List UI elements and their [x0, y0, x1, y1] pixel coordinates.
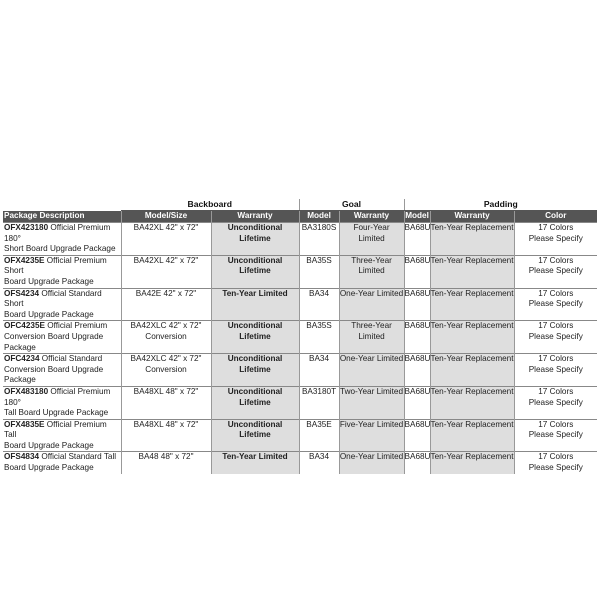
color-line2: Please Specify [528, 266, 583, 276]
package-description-cell [3, 321, 121, 354]
backboard-warranty-cell: Ten-Year Limited [211, 452, 299, 475]
group-spacer [3, 199, 121, 211]
model-size-cell [121, 288, 211, 321]
goal-warranty-cell: Four-Year Limited [339, 223, 404, 256]
padding-model-cell: BA68U [404, 354, 430, 387]
group-backboard: Backboard [121, 199, 299, 211]
goal-warranty-cell: One-Year Limited [339, 354, 404, 387]
model-size-line1: BA42E 42" x 72" [135, 288, 197, 298]
col-padding-model: Model [404, 211, 430, 223]
model-size-line1: BA42XL 42" x 72" [133, 255, 199, 265]
goal-warranty-cell: Three-Year Limited [339, 255, 404, 288]
padding-warranty-cell: Ten-Year Replacement [430, 223, 514, 256]
padding-warranty-cell: Ten-Year Replacement [430, 354, 514, 387]
color-cell [514, 386, 597, 419]
color-line1: 17 Colors [538, 223, 574, 232]
model-size-line1: BA42XLC 42" x 72" [130, 321, 202, 331]
col-package-description: Package Description [3, 211, 121, 223]
padding-model-cell: BA68U [404, 419, 430, 452]
model-size-cell [121, 452, 211, 475]
col-model-size: Model/Size [121, 211, 211, 223]
padding-warranty-cell: Ten-Year Replacement [430, 288, 514, 321]
color-cell [514, 223, 597, 256]
goal-warranty-cell: Two-Year Limited [339, 386, 404, 419]
color-line2: Please Specify [528, 331, 583, 341]
column-header-row [3, 211, 597, 223]
color-line2: Please Specify [528, 463, 583, 473]
model-size-line1: BA48XL 48" x 72" [133, 419, 199, 429]
package-code: OFX423180 [4, 223, 49, 232]
model-size-line1: BA42XL 42" x 72" [133, 223, 199, 232]
package-code: OFS4234 [4, 288, 40, 298]
package-desc-line1: Official Standard [39, 354, 103, 364]
goal-model-cell: BA35S [299, 255, 339, 288]
model-size-line2: Conversion [145, 364, 187, 374]
col-goal-model: Model [299, 211, 339, 223]
group-header-row [3, 199, 597, 211]
backboard-warranty-cell: Unconditional Lifetime [211, 223, 299, 256]
table-row [3, 419, 597, 452]
package-desc-line2: Board Upgrade Package [4, 309, 94, 319]
col-backboard-warranty: Warranty [211, 211, 299, 223]
package-desc-line1: Official Premium 180° [4, 223, 111, 243]
color-line1: 17 Colors [538, 354, 574, 364]
package-desc-line2: Board Upgrade Package [4, 440, 94, 450]
goal-model-cell: BA34 [299, 288, 339, 321]
padding-warranty-cell: Ten-Year Replacement [430, 321, 514, 354]
package-desc-line2: Board Upgrade Package [4, 276, 94, 286]
goal-model-cell: BA35S [299, 321, 339, 354]
table-row [3, 255, 597, 288]
color-cell [514, 288, 597, 321]
color-cell [514, 452, 597, 475]
backboard-warranty-cell: Unconditional Lifetime [211, 386, 299, 419]
color-line2: Please Specify [528, 299, 583, 309]
model-size-line1: BA42XLC 42" x 72" [130, 354, 202, 364]
package-code: OFX483180 [4, 386, 49, 396]
package-desc-line1: Official Premium Tall [4, 419, 107, 440]
model-size-cell [121, 321, 211, 354]
package-code: OFC4235E [4, 321, 45, 331]
package-description-cell [3, 223, 121, 256]
padding-model-cell: BA68U [404, 321, 430, 354]
package-description-cell [3, 386, 121, 419]
package-description-cell [3, 354, 121, 387]
package-code: OFX4835E [4, 419, 45, 429]
color-line1: 17 Colors [538, 288, 574, 298]
package-desc-line2: Short Board Upgrade Package [4, 244, 116, 254]
goal-warranty-cell: Five-Year Limited [339, 419, 404, 452]
table-body [3, 223, 597, 475]
goal-model-cell: BA34 [299, 354, 339, 387]
package-code: OFS4834 [4, 452, 40, 462]
color-line1: 17 Colors [538, 255, 574, 265]
model-size-cell [121, 386, 211, 419]
table-row [3, 386, 597, 419]
package-table-container [3, 199, 597, 474]
goal-model-cell: BA34 [299, 452, 339, 475]
package-description-cell [3, 255, 121, 288]
col-color: Color [514, 211, 597, 223]
backboard-warranty-cell: Ten-Year Limited [211, 288, 299, 321]
padding-model-cell: BA68U [404, 386, 430, 419]
package-desc-line2: Tall Board Upgrade Package [4, 408, 109, 418]
table-row [3, 288, 597, 321]
package-description-cell [3, 452, 121, 475]
table-row [3, 321, 597, 354]
col-padding-warranty: Warranty [430, 211, 514, 223]
goal-model-cell: BA3180T [299, 386, 339, 419]
goal-model-cell: BA35E [299, 419, 339, 452]
package-desc-line1: Official Standard Tall [39, 452, 117, 462]
color-line1: 17 Colors [538, 386, 574, 396]
table-row [3, 354, 597, 387]
package-desc-line2: Conversion Board Upgrade Package [4, 364, 104, 385]
package-desc-line2: Board Upgrade Package [4, 463, 94, 473]
color-line2: Please Specify [528, 430, 583, 440]
col-goal-warranty: Warranty [339, 211, 404, 223]
color-line1: 17 Colors [538, 452, 574, 462]
package-desc-line1: Official Premium Short [4, 255, 107, 276]
color-line2: Please Specify [528, 364, 583, 374]
model-size-cell [121, 354, 211, 387]
padding-model-cell: BA68U [404, 452, 430, 475]
package-desc-line1: Official Premium 180° [4, 386, 111, 407]
color-line1: 17 Colors [538, 419, 574, 429]
table-row [3, 452, 597, 475]
model-size-cell [121, 419, 211, 452]
group-padding: Padding [404, 199, 597, 211]
color-line1: 17 Colors [538, 321, 574, 331]
package-description-cell [3, 419, 121, 452]
backboard-warranty-cell: Unconditional Lifetime [211, 321, 299, 354]
model-size-line1: BA48 48" x 72" [138, 452, 194, 462]
model-size-cell [121, 255, 211, 288]
padding-model-cell: BA68U [404, 223, 430, 256]
color-cell [514, 321, 597, 354]
package-description-cell [3, 288, 121, 321]
package-code: OFX4235E [4, 255, 45, 265]
color-cell [514, 255, 597, 288]
table-row [3, 223, 597, 256]
model-size-cell [121, 223, 211, 256]
package-desc-line1: Official Standard Short [4, 288, 102, 309]
goal-warranty-cell: One-Year Limited [339, 452, 404, 475]
color-cell [514, 419, 597, 452]
package-table [3, 199, 597, 474]
padding-warranty-cell: Ten-Year Replacement [430, 419, 514, 452]
padding-model-cell: BA68U [404, 255, 430, 288]
padding-warranty-cell: Ten-Year Replacement [430, 386, 514, 419]
group-goal: Goal [299, 199, 404, 211]
model-size-line2: Conversion [145, 331, 187, 341]
backboard-warranty-cell: Unconditional Lifetime [211, 419, 299, 452]
padding-warranty-cell: Ten-Year Replacement [430, 255, 514, 288]
color-line2: Please Specify [528, 397, 583, 407]
package-desc-line2: Conversion Board Upgrade Package [4, 331, 104, 352]
model-size-line1: BA48XL 48" x 72" [133, 386, 199, 396]
goal-warranty-cell: One-Year Limited [339, 288, 404, 321]
color-cell [514, 354, 597, 387]
padding-model-cell: BA68U [404, 288, 430, 321]
package-code: OFC4234 [4, 354, 40, 364]
backboard-warranty-cell: Unconditional Lifetime [211, 354, 299, 387]
goal-warranty-cell: Three-Year Limited [339, 321, 404, 354]
padding-warranty-cell: Ten-Year Replacement [430, 452, 514, 475]
backboard-warranty-cell: Unconditional Lifetime [211, 255, 299, 288]
package-desc-line1: Official Premium [44, 321, 108, 331]
color-line2: Please Specify [528, 233, 583, 243]
goal-model-cell: BA3180S [299, 223, 339, 256]
